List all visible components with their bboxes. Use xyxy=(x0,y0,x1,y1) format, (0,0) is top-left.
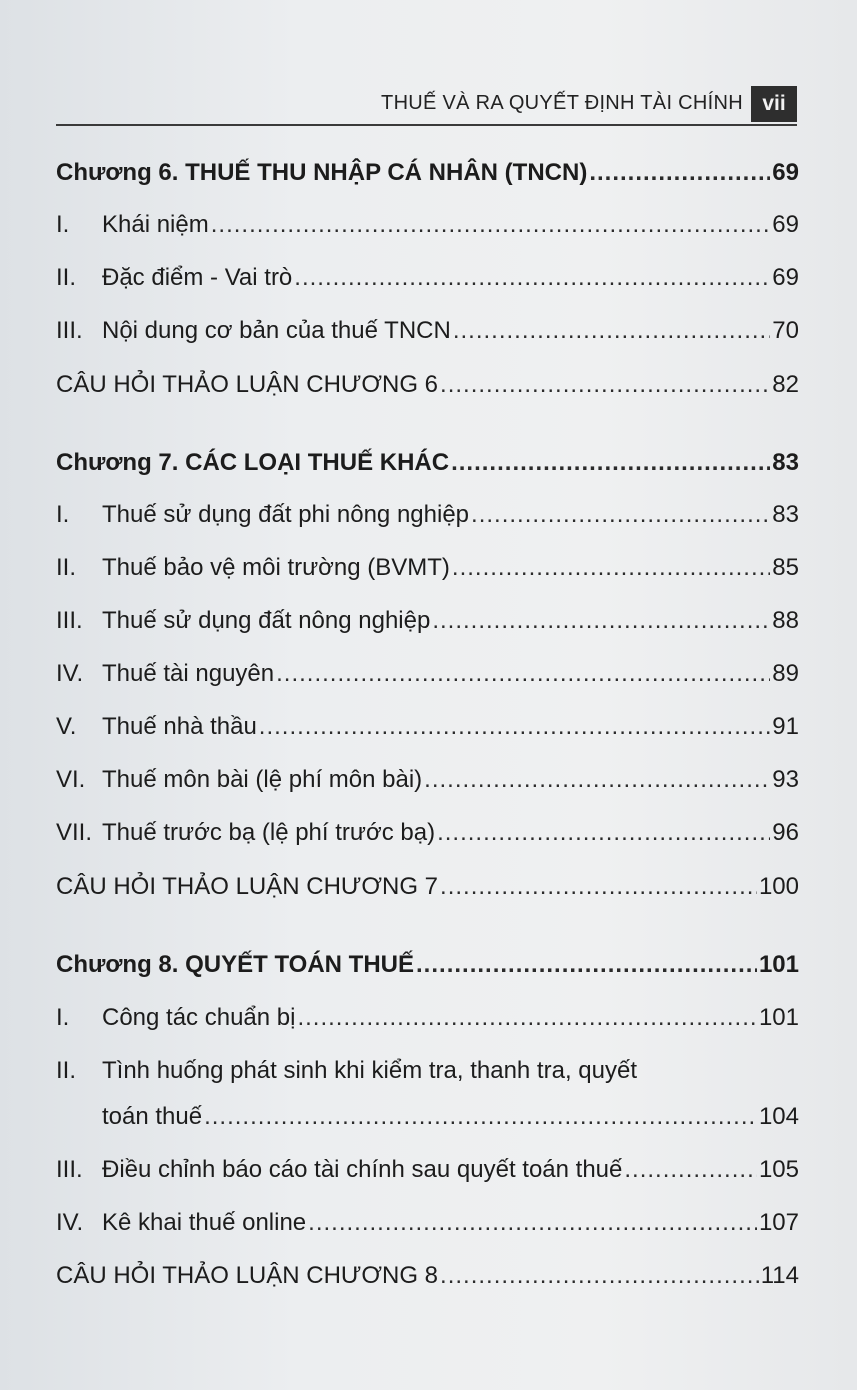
toc-page-number: 70 xyxy=(772,317,799,344)
dot-leader xyxy=(416,945,757,985)
toc-page-number: 101 xyxy=(758,951,799,978)
toc-entry-title: Thuế môn bài (lệ phí môn bài) xyxy=(102,766,423,793)
toc-chapter-8 xyxy=(56,945,799,985)
toc-entry-number: IV. xyxy=(56,660,84,687)
toc-entry-title: Thuế nhà thầu xyxy=(102,713,257,740)
toc-chapter-title: Chương 6. THUẾ THU NHẬP CÁ NHÂN (TNCN) xyxy=(56,159,588,186)
toc-entry-title: Thuế tài nguyên xyxy=(102,660,275,687)
toc-entry xyxy=(56,654,799,694)
toc-entry-title: Thuế sử dụng đất phi nông nghiệp xyxy=(102,501,470,528)
toc-entry-title: Thuế bảo vệ môi trường (BVMT) xyxy=(102,554,450,581)
dot-leader xyxy=(308,1203,757,1243)
toc-entry-number: VI. xyxy=(56,766,86,793)
toc-entry xyxy=(56,998,799,1038)
toc-entry-number: VII. xyxy=(56,819,93,846)
toc-entry xyxy=(56,258,799,298)
dot-leader xyxy=(452,548,770,588)
toc-entry-line2 xyxy=(56,1097,799,1137)
toc-entry xyxy=(56,601,799,641)
toc-page-number: 93 xyxy=(772,766,799,793)
toc-page-number: 69 xyxy=(772,264,799,291)
toc-questions-8 xyxy=(56,1256,799,1296)
dot-leader xyxy=(437,813,770,853)
dot-leader xyxy=(424,760,770,800)
dot-leader xyxy=(624,1150,757,1190)
toc-entry-title: Khái niệm xyxy=(102,211,209,238)
toc-entry xyxy=(56,1203,799,1243)
toc-page-number: 101 xyxy=(758,1004,799,1031)
toc-entry-title: Đặc điểm - Vai trò xyxy=(102,264,293,291)
toc-questions-6 xyxy=(56,365,799,405)
toc-entry-title: Kê khai thuế online xyxy=(102,1209,307,1236)
toc-page-number: 96 xyxy=(772,819,799,846)
toc-page-number: 82 xyxy=(772,371,799,398)
toc-entry-title: CÂU HỎI THẢO LUẬN CHƯƠNG 8 xyxy=(56,1262,439,1289)
toc-page-number: 83 xyxy=(772,501,799,528)
toc-entry xyxy=(56,205,799,245)
toc-entry xyxy=(56,760,799,800)
running-header-title: THUẾ VÀ RA QUYẾT ĐỊNH TÀI CHÍNH xyxy=(381,92,743,114)
toc-page-number: 100 xyxy=(758,873,799,900)
toc-entry-number: I. xyxy=(56,211,70,238)
toc-entry-number: IV. xyxy=(56,1209,84,1236)
dot-leader xyxy=(211,205,771,245)
toc-page-number: 85 xyxy=(772,554,799,581)
toc-entry-title: Nội dung cơ bản của thuế TNCN xyxy=(102,317,451,344)
toc-entry-title-continued: toán thuế xyxy=(102,1103,203,1130)
dot-leader xyxy=(297,998,756,1038)
toc-entry-number: II. xyxy=(56,1057,77,1084)
toc-entry-number: III. xyxy=(56,317,83,344)
toc-entry-number: III. xyxy=(56,607,83,634)
toc-chapter-title: Chương 7. CÁC LOẠI THUẾ KHÁC xyxy=(56,449,450,476)
toc-page-number: 69 xyxy=(772,211,799,238)
toc-entry-title: CÂU HỎI THẢO LUẬN CHƯƠNG 6 xyxy=(56,371,439,398)
toc-page-number: 114 xyxy=(760,1262,799,1289)
toc-chapter-7 xyxy=(56,443,799,483)
toc-entry-number: I. xyxy=(56,501,70,528)
toc-chapter-title: Chương 8. QUYẾT TOÁN THUẾ xyxy=(56,951,415,978)
dot-leader xyxy=(471,495,770,535)
toc-page-number: 107 xyxy=(758,1209,799,1236)
dot-leader xyxy=(440,1256,759,1296)
toc-entry-number: III. xyxy=(56,1156,83,1183)
toc-entry-title: Thuế sử dụng đất nông nghiệp xyxy=(102,607,431,634)
toc-page-number: 88 xyxy=(772,607,799,634)
toc-entry-number: I. xyxy=(56,1004,70,1031)
toc-page-number: 89 xyxy=(772,660,799,687)
toc-chapter-6 xyxy=(56,153,799,193)
dot-leader xyxy=(204,1097,757,1137)
toc-entry-number: II. xyxy=(56,554,77,581)
toc-page-number: 69 xyxy=(772,159,799,186)
dot-leader xyxy=(276,654,770,694)
toc-page-number: 83 xyxy=(772,449,799,476)
toc-entry-line1 xyxy=(56,1051,799,1091)
toc-page-number: 105 xyxy=(758,1156,799,1183)
toc-entry-title: CÂU HỎI THẢO LUẬN CHƯƠNG 7 xyxy=(56,873,439,900)
toc-entry xyxy=(56,311,799,351)
toc-entry-number: II. xyxy=(56,264,77,291)
dot-leader xyxy=(589,153,770,193)
running-header xyxy=(56,86,797,122)
toc-entry xyxy=(56,813,799,853)
toc-entry xyxy=(56,495,799,535)
dot-leader xyxy=(259,707,771,747)
dot-leader xyxy=(440,365,770,405)
dot-leader xyxy=(453,311,770,351)
header-rule xyxy=(56,124,797,126)
toc-entry-title: Công tác chuẩn bị xyxy=(102,1004,296,1031)
toc-entry xyxy=(56,548,799,588)
dot-leader xyxy=(294,258,770,298)
dot-leader xyxy=(440,867,757,907)
toc-entry-number: V. xyxy=(56,713,77,740)
toc-entry xyxy=(56,707,799,747)
toc-page-number: 91 xyxy=(772,713,799,740)
toc-entry-title: Điều chỉnh báo cáo tài chính sau quyết toán thuế xyxy=(102,1156,623,1183)
toc-entry-title: Thuế trước bạ (lệ phí trước bạ) xyxy=(102,819,436,846)
toc-page-number: 104 xyxy=(758,1103,799,1130)
dot-leader xyxy=(451,443,770,483)
page-number-badge: vii xyxy=(751,86,797,122)
toc-entry xyxy=(56,1150,799,1190)
dot-leader xyxy=(432,601,770,641)
toc-entry-title: Tình huống phát sinh khi kiểm tra, thanh tra, quyết xyxy=(102,1057,637,1084)
toc-questions-7 xyxy=(56,867,799,907)
